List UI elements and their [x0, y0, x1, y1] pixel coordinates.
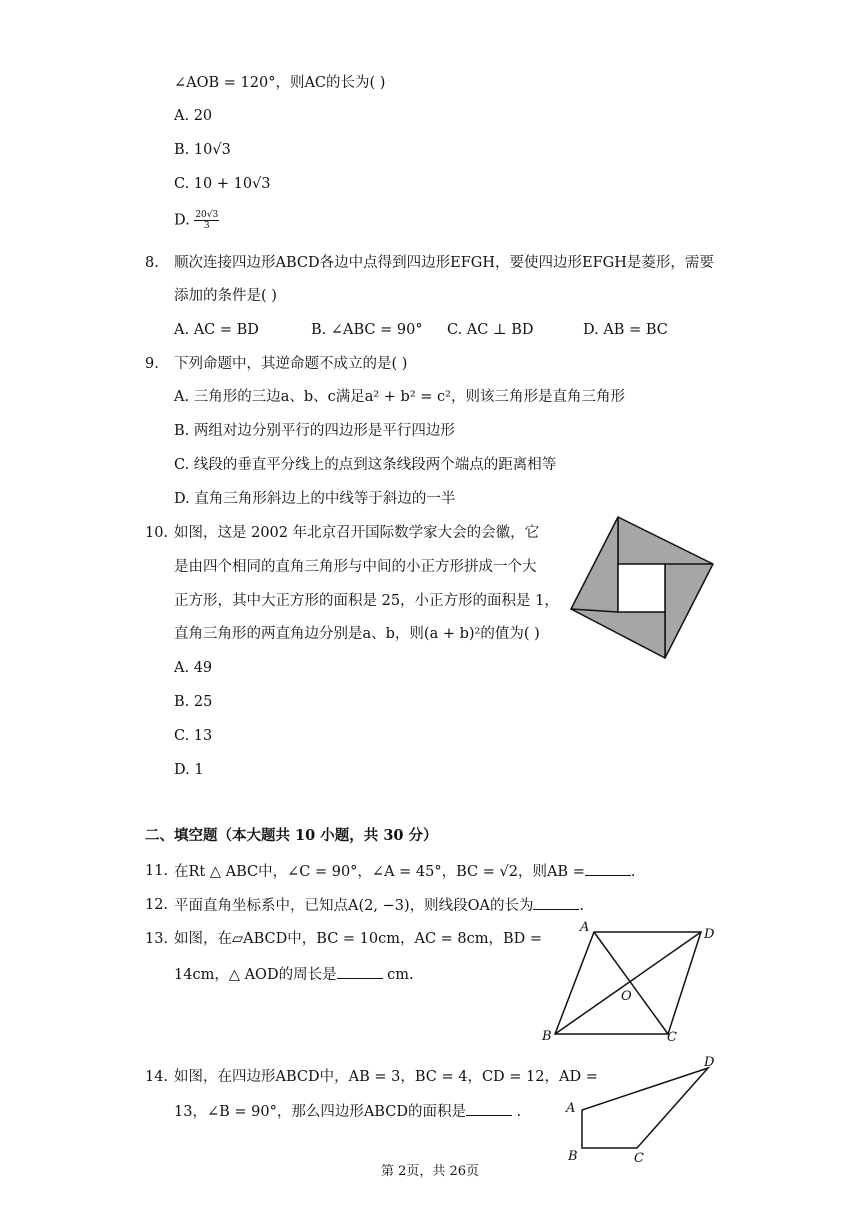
q13-diagonal-bd [555, 932, 701, 1034]
q13-answer-blank[interactable] [337, 964, 383, 979]
q10-line2: 是由四个相同的直角三角形与中间的小正方形拼成一个大 [174, 559, 537, 575]
q12-number: 12. [145, 897, 169, 913]
q9-option-c: C. 线段的垂直平分线上的点到这条线段两个端点的距离相等 [174, 457, 557, 473]
page-footer: 第 2页，共 26页 [380, 1164, 480, 1179]
q14-line2 [174, 1101, 521, 1122]
q8-line1: 顺次连接四边形ABCD各边中点得到四边形EFGH，要使四边形EFGH是菱形，需要 [174, 255, 714, 271]
q7-option-d-fraction [194, 210, 219, 231]
q10-option-a: A. 49 [174, 660, 213, 676]
q9-option-d: D. 直角三角形斜边上的中线等于斜边的一半 [174, 491, 456, 507]
q9-option-a: A. 三角形的三边a、b、c满足a² + b² = c²，则该三角形是直角三角形 [174, 389, 625, 405]
q14-label-b: B [568, 1149, 578, 1164]
q14-number: 14. [145, 1069, 169, 1085]
q7-frac-denominator: 3 [203, 221, 210, 231]
q10-line4: 直角三角形的两直角边分别是a、b，则(a + b)²的值为( ) [174, 626, 540, 642]
q11-answer-blank[interactable] [585, 861, 631, 876]
q14-line1: 如图，在四边形ABCD中，AB = 3，BC = 4，CD = 12，AD = [174, 1069, 598, 1085]
q9-option-b: B. 两组对边分别平行的四边形是平行四边形 [174, 423, 455, 439]
q13-label-a: A [580, 920, 590, 935]
q14-quadrilateral-figure [560, 1052, 720, 1164]
q12-text-after: . [579, 898, 585, 914]
q10-line3: 正方形，其中大正方形的面积是 25，小正方形的面积是 1， [174, 593, 559, 609]
q10-inner-square [618, 564, 665, 612]
q14-answer-blank[interactable] [466, 1101, 512, 1116]
q11-text-after: . [630, 864, 636, 880]
q12-text-before: 平面直角坐标系中，已知点A(2, −3)，则线段OA的长为 [174, 898, 534, 914]
q8-option-d: D. AB = BC [583, 322, 668, 338]
q7-option-d-prefix: D. [174, 212, 190, 229]
q13-diagonal-ac [594, 932, 668, 1034]
q13-label-d: D [704, 927, 715, 942]
q10-triangle-top [618, 517, 713, 567]
q10-option-c: C. 13 [174, 728, 213, 744]
q13-line1: 如图，在▱ABCD中，BC = 10cm，AC = 8cm，BD = [174, 931, 543, 947]
q14-line2-after: . [511, 1104, 522, 1120]
q8-line2: 添加的条件是( ) [174, 288, 277, 304]
q10-triangle-right [665, 564, 713, 658]
q14-line2-before: 13，∠B = 90°，那么四边形ABCD的面积是 [174, 1104, 466, 1120]
q14-quadrilateral [582, 1068, 708, 1148]
q13-parallelogram-figure [538, 918, 728, 1048]
q7-option-d [174, 210, 219, 231]
q7-stem-tail: ∠AOB = 120°，则AC的长为( ) [174, 75, 386, 91]
q10-pinwheel-figure [565, 512, 720, 664]
q10-line1: 如图，这是 2002 年北京召开国际数学家大会的会徽，它 [174, 525, 540, 541]
q9-stem: 下列命题中，其逆命题不成立的是( ) [174, 356, 408, 372]
q12-text [174, 895, 584, 916]
q10-option-b: B. 25 [174, 694, 213, 710]
q13-number: 13. [145, 931, 169, 947]
q13-label-o: O [621, 989, 632, 1004]
q10-triangle-left [571, 517, 618, 612]
q11-number: 11. [145, 863, 169, 879]
q12-answer-blank[interactable] [533, 895, 579, 910]
q14-label-d: D [704, 1055, 715, 1070]
q13-line2-before: 14cm，△ AOD的周长是 [174, 967, 337, 983]
q14-label-a: A [566, 1101, 576, 1116]
q7-option-a: A. 20 [174, 108, 213, 124]
q11-text [174, 861, 635, 882]
q9-number: 9. [145, 356, 159, 372]
q13-line2 [174, 964, 414, 985]
q10-triangle-bottom [571, 609, 665, 658]
q8-option-a: A. AC = BD [174, 322, 259, 338]
q11-text-before: 在Rt △ ABC中，∠C = 90°，∠A = 45°，BC = √2，则AB = [174, 864, 585, 880]
q13-label-c: C [667, 1030, 677, 1045]
q7-option-b: B. 10√3 [174, 142, 231, 158]
q13-line2-after: cm. [382, 967, 414, 983]
q8-option-b: B. ∠ABC = 90° [311, 322, 423, 338]
q7-frac-numerator: 20√3 [195, 210, 219, 220]
q10-number: 10. [145, 525, 169, 541]
q8-option-c: C. AC ⊥ BD [447, 322, 534, 338]
q8-number: 8. [145, 255, 159, 271]
q13-label-b: B [542, 1029, 552, 1044]
q7-option-c: C. 10 + 10√3 [174, 176, 271, 192]
section2-title: 二、填空题（本大题共 10 小题，共 30 分） [145, 827, 438, 844]
q14-label-c: C [634, 1151, 644, 1164]
q10-option-d: D. 1 [174, 762, 204, 778]
